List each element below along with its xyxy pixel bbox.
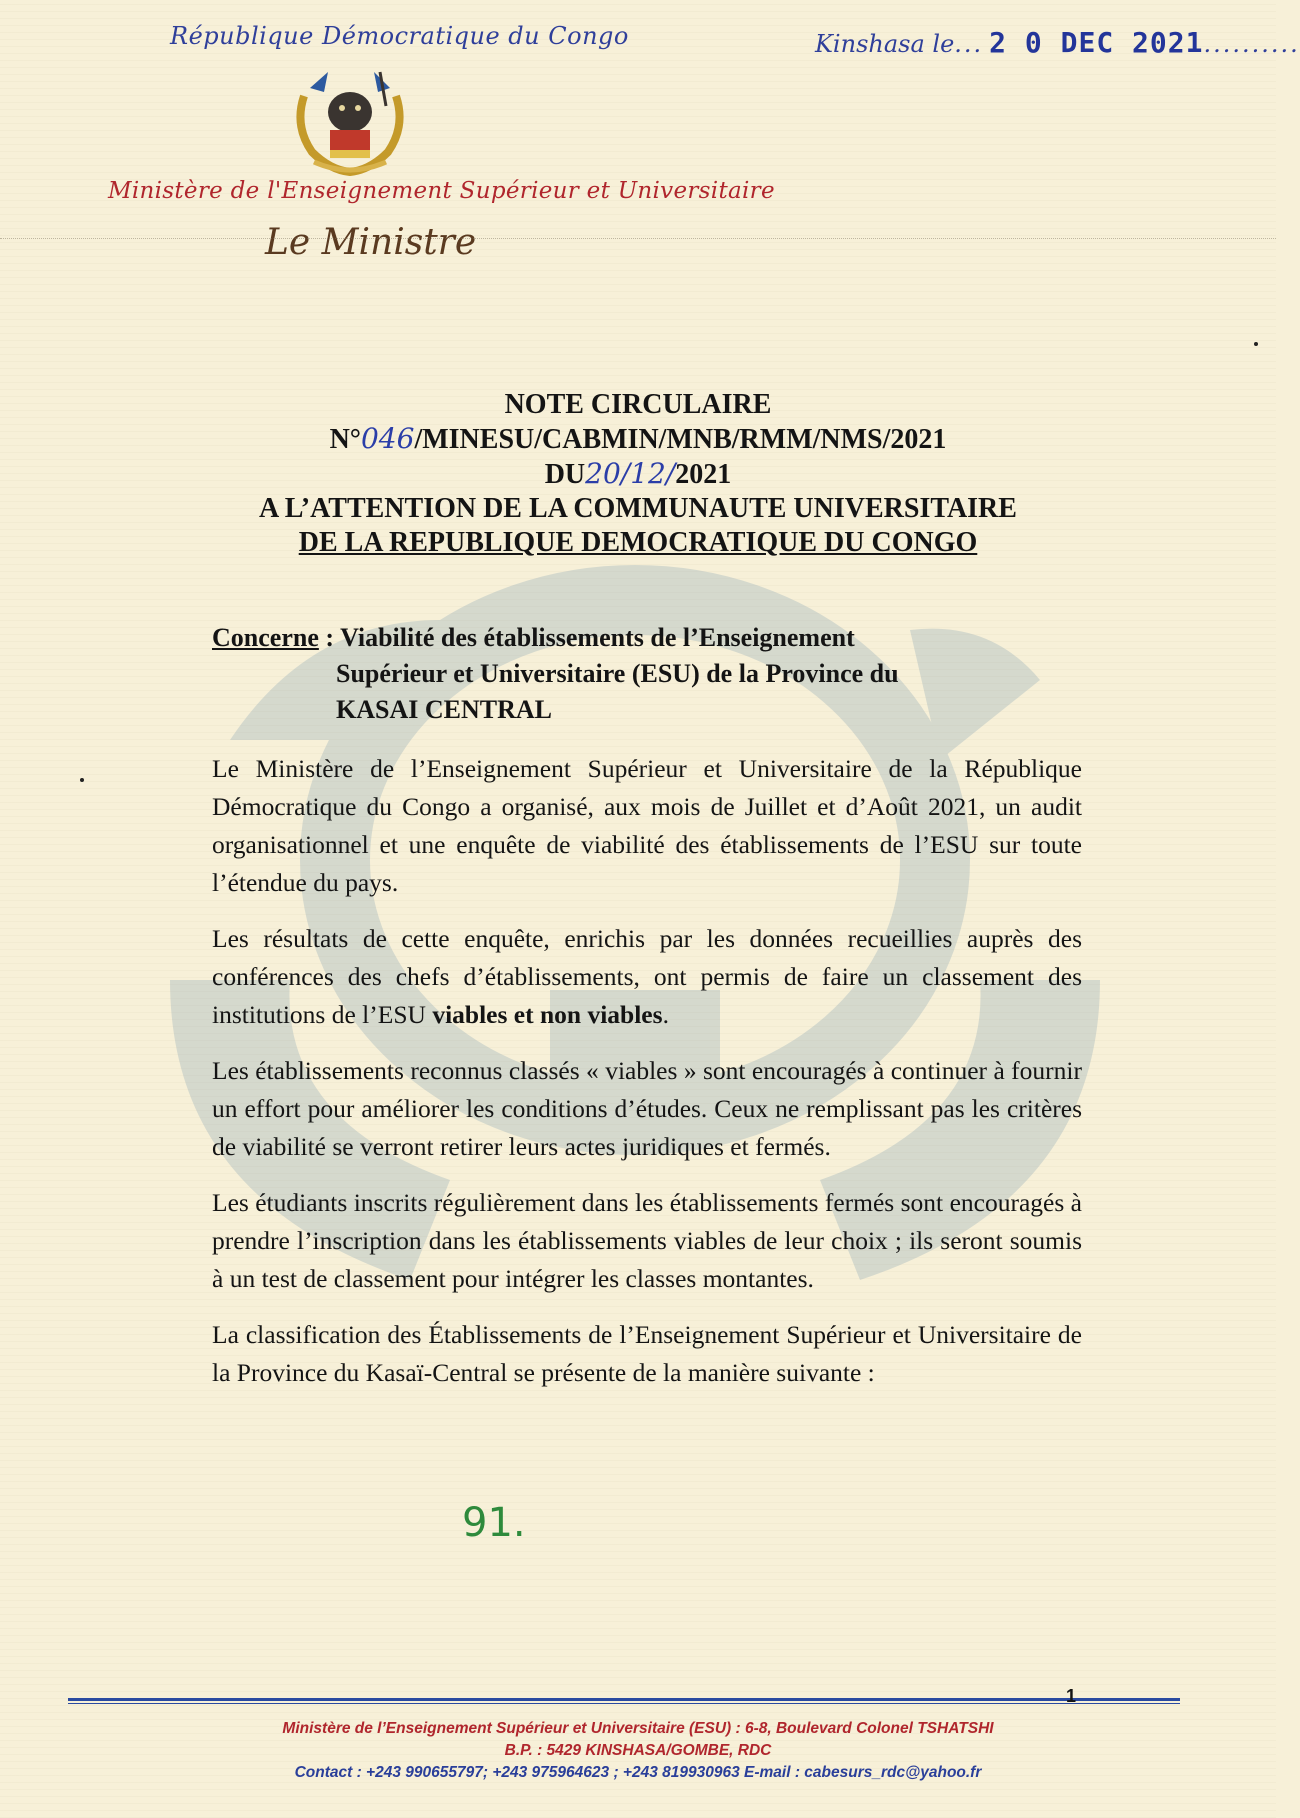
number-suffix: /MINESU/CABMIN/MNB/RMM/NMS/2021 — [414, 424, 947, 455]
paper-speck — [80, 778, 84, 782]
paragraph: Les établissements reconnus classés « viables » sont encouragés à continuer à fournir un effort pour améliorer les conditions d’études. Ceux ne remplissant pas les critères de viabilité se verront retirer leurs actes juridiques et fermés. — [212, 1056, 1082, 1161]
body-text — [212, 750, 1082, 1410]
paragraph — [212, 920, 1082, 1034]
recipient-line-country: DE LA REPUBLIQUE DEMOCRATIQUE DU CONGO — [298, 527, 978, 558]
subject-line: KASAI CENTRAL — [336, 695, 552, 724]
city-prefix: Kinshasa le — [815, 30, 955, 58]
date-suffix: 2021 — [675, 459, 732, 490]
date-stamp: 2 0 DEC 2021 — [989, 26, 1204, 59]
paragraph-emphasis: viables et non viables — [432, 1000, 663, 1029]
faint-divider — [0, 238, 1276, 240]
document-title — [0, 388, 1276, 560]
number-prefix: N° — [329, 424, 361, 455]
subject-block — [212, 620, 1072, 728]
handwritten-number: 046 — [360, 422, 415, 455]
paper-speck — [1254, 342, 1258, 346]
handwritten-mark: 91. — [462, 1500, 526, 1546]
footer-rule-thin — [68, 1703, 1180, 1704]
handwritten-date: 20/12/ — [585, 457, 676, 490]
reference-number — [0, 422, 1276, 457]
reference-date — [0, 457, 1276, 492]
paragraph: La classification des Établissements de l’Enseignement Supérieur et Universitaire de la Province du Kasaï-Central se présente de la manière suivante : — [212, 1320, 1082, 1387]
paragraph: Le Ministère de l’Enseignement Supérieur et Universitaire de la République Démocratique du Congo a organisé, aux mois de Juillet et d’Août 2021, un audit organisationnel et une enquête de viabilité des établissements de l’ESU sur toute l’étendue du pays. — [212, 754, 1082, 897]
footer-po-box: B.P. : 5429 KINSHASA/GOMBE, RDC — [504, 1742, 772, 1759]
subject-line: Viabilité des établissements de l’Enseignement — [340, 623, 855, 652]
footer-contact: Contact : +243 990655797; +243 975964623 ; +243 819930963 E-mail : cabesurs_rdc@yahoo.fr — [294, 1764, 982, 1781]
republic-header: République Démocratique du Congo — [170, 22, 629, 50]
minister-header: Le Ministre — [265, 222, 477, 263]
paragraph-text: Les résultats de cette enquête, enrichis par les données recueillies auprès des conférences des chefs d’établissements, ont permis de faire un classement des institutions de l’ESU — [212, 924, 1082, 1029]
recipient-line: A L’ATTENTION DE LA COMMUNAUTE UNIVERSITAIRE — [259, 493, 1017, 524]
footer — [0, 1718, 1276, 1784]
date-line — [815, 26, 1300, 59]
paragraph: Les étudiants inscrits régulièrement dans les établissements fermés sont encouragés à prendre l’inscription dans les établissements viables de leur choix ; ils seront soumis à un test de classement pour intégrer les classes montantes. — [212, 1188, 1082, 1293]
subject-separator: : — [318, 623, 341, 652]
dots-leader-trailing: .......... — [1203, 30, 1300, 58]
subject-line: Supérieur et Universitaire (ESU) de la Province du — [336, 659, 899, 688]
date-prefix: DU — [544, 459, 586, 490]
page-number: 1 — [1066, 1686, 1077, 1706]
paragraph-end: . — [662, 1000, 669, 1029]
ministry-header: Ministère de l'Enseignement Supérieur et Universitaire — [108, 178, 775, 204]
coat-of-arms-icon — [290, 66, 410, 178]
dots-leader: ... — [954, 30, 984, 58]
footer-rule — [68, 1698, 1180, 1701]
footer-address: Ministère de l’Enseignement Supérieur et Universitaire (ESU) : 6-8, Boulevard Colonel TSHATSHI — [282, 1720, 994, 1737]
title-line: NOTE CIRCULAIRE — [504, 389, 772, 420]
subject-label: Concerne — [212, 623, 319, 652]
